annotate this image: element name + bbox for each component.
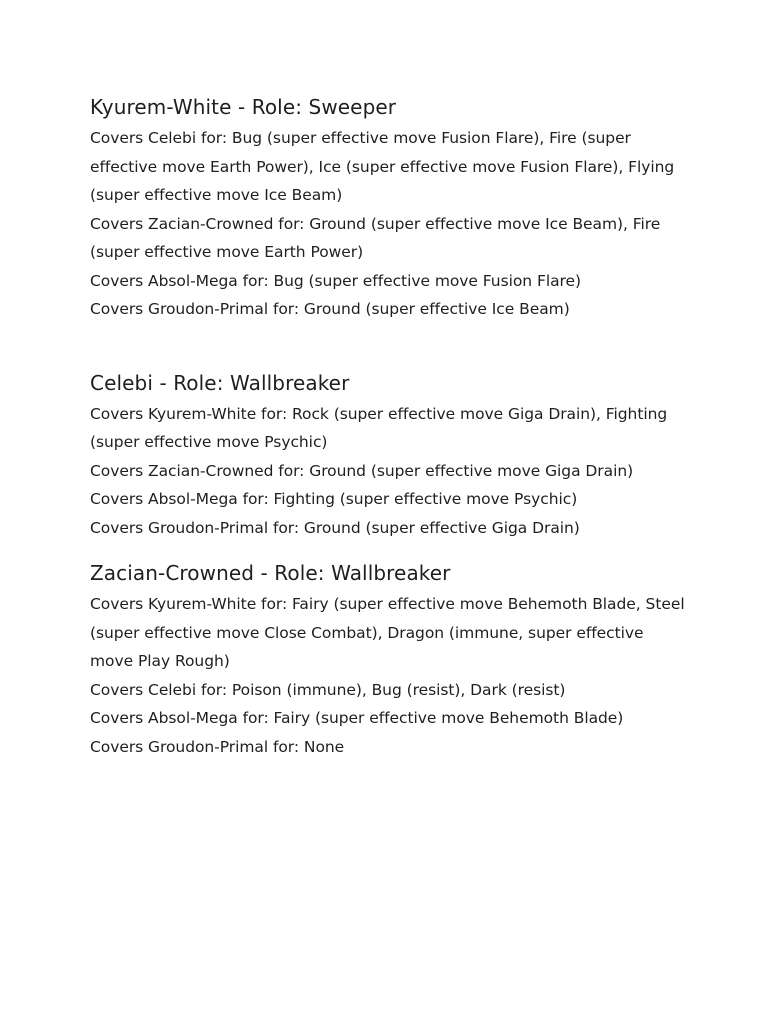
- coverage-line: Covers Absol-Mega for: Bug (super effective move Fusion Flare): [90, 271, 581, 290]
- section-body: [90, 400, 688, 543]
- coverage-line: Covers Groudon-Primal for: Ground (super effective Ice Beam): [90, 300, 570, 318]
- coverage-line: Covers Kyurem-White for: Rock (super effective move Giga Drain), Fighting (super effective move Psychic): [90, 404, 668, 451]
- section-zacian-crowned: [90, 558, 688, 761]
- coverage-line: Covers Celebi for: Poison (immune), Bug (resist), Dark (resist): [90, 680, 566, 699]
- section-body: [90, 124, 688, 324]
- coverage-line: Covers Kyurem-White for: Fairy (super effective move Behemoth Blade, Steel (super effective move Close Combat), Dragon (immune, super effective move Play Rough): [90, 595, 685, 670]
- coverage-line: Covers Absol-Mega for: Fighting (super effective move Psychic): [90, 490, 578, 508]
- section-title: Kyurem-White - Role: Sweeper: [90, 95, 397, 119]
- section-body: [90, 590, 688, 761]
- section-celebi: [90, 368, 688, 543]
- coverage-line: Covers Groudon-Primal for: Ground (super effective Giga Drain): [90, 518, 580, 537]
- section-title: Zacian-Crowned - Role: Wallbreaker: [90, 561, 451, 585]
- coverage-line: Covers Zacian-Crowned for: Ground (super effective move Giga Drain): [90, 461, 634, 480]
- coverage-line: Covers Absol-Mega for: Fairy (super effective move Behemoth Blade): [90, 709, 624, 727]
- coverage-line: Covers Groudon-Primal for: None: [90, 737, 345, 756]
- section-kyurem-white: [90, 92, 688, 324]
- coverage-line: Covers Zacian-Crowned for: Ground (super effective move Ice Beam), Fire (super effective move Earth Power): [90, 214, 661, 261]
- section-title: Celebi - Role: Wallbreaker: [90, 370, 350, 395]
- coverage-line: Covers Celebi for: Bug (super effective move Fusion Flare), Fire (super effective move Earth Power), Ice (super effective move Fusion Flare), Flying (super effective move Ice Beam): [90, 129, 675, 204]
